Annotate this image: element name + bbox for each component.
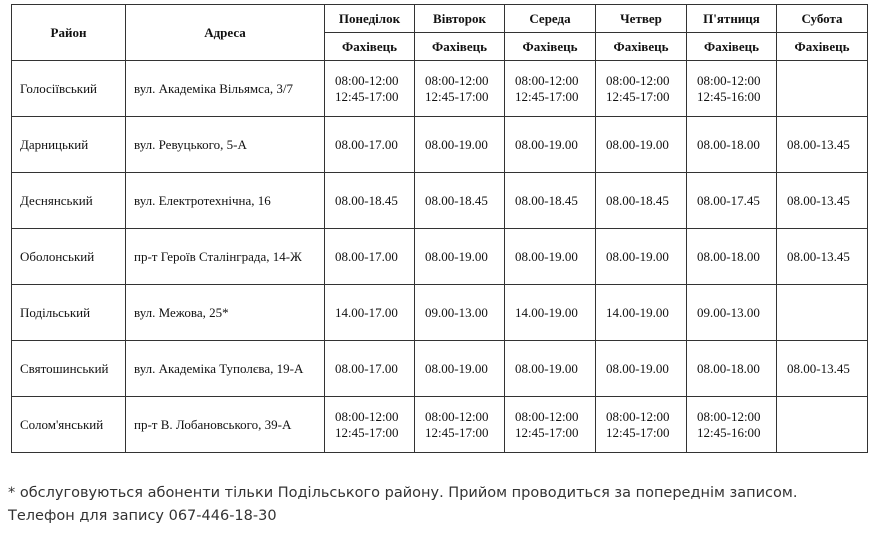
district-cell: Голосіївський [12,61,126,117]
hours-range: 08.00-17.45 [697,192,760,208]
hours-range: 14.00-19.00 [606,304,669,320]
hours-range: 08.00-13.45 [787,136,850,152]
day-header: П'ятниця [687,5,777,33]
hours-range: 08:00-12:00 [697,72,761,88]
hours-range: 09.00-13.00 [425,304,488,320]
hours-range: 08:00-12:00 [606,408,670,424]
hours-range: 12:45-16:00 [697,88,761,104]
hours-cell [415,229,505,285]
hours-cell [777,285,868,341]
hours-range: 14.00-17.00 [335,304,398,320]
hours-cell [325,397,415,453]
hours-range: 08:00-12:00 [515,72,579,88]
hours-cell [596,229,687,285]
hours-range: 08:00-12:00 [515,408,579,424]
hours-range: 12:45-17:00 [606,424,670,440]
address-header: Адреса [126,5,325,61]
hours-cell [777,173,868,229]
hours-cell [505,341,596,397]
table-row [12,61,868,117]
district-cell: Деснянський [12,173,126,229]
specialist-subheader: Фахівець [687,33,777,61]
district-cell: Дарницький [12,117,126,173]
hours-range: 12:45-17:00 [425,424,489,440]
hours-cell [505,117,596,173]
hours-cell [687,61,777,117]
table-row [12,397,868,453]
district-cell: Святошинський [12,341,126,397]
address-cell: пр-т Героїв Сталінграда, 14-Ж [126,229,325,285]
hours-cell [505,61,596,117]
address-cell: вул. Межова, 25* [126,285,325,341]
hours-range: 08.00-19.00 [606,136,669,152]
hours-cell [415,173,505,229]
address-cell: вул. Академіка Туполєва, 19-А [126,341,325,397]
hours-range: 08.00-18.45 [335,192,398,208]
hours-cell [596,341,687,397]
hours-range: 08.00-18.00 [697,360,760,376]
hours-cell [596,397,687,453]
hours-cell [687,117,777,173]
hours-range: 08:00-12:00 [425,408,489,424]
hours-range: 08:00-12:00 [335,72,399,88]
hours-range: 12:45-16:00 [697,424,761,440]
hours-range: 08.00-19.00 [606,248,669,264]
hours-cell [415,397,505,453]
table-row [12,341,868,397]
hours-cell [596,285,687,341]
table-row [12,173,868,229]
specialist-subheader: Фахівець [596,33,687,61]
table-row [12,229,868,285]
address-cell: вул. Ревуцького, 5-А [126,117,325,173]
specialist-subheader: Фахівець [777,33,868,61]
footnote [8,482,868,528]
hours-cell [596,117,687,173]
hours-cell [777,61,868,117]
hours-range: 12:45-17:00 [425,88,489,104]
hours-cell [415,341,505,397]
hours-cell [596,61,687,117]
hours-range: 12:45-17:00 [515,424,579,440]
hours-range: 08.00-17.00 [335,136,398,152]
hours-cell [325,229,415,285]
hours-range: 08.00-19.00 [515,136,578,152]
day-header: Понеділок [325,5,415,33]
table-row [12,117,868,173]
hours-range: 08:00-12:00 [697,408,761,424]
hours-range: 08.00-13.45 [787,192,850,208]
hours-range: 12:45-17:00 [515,88,579,104]
hours-range: 08.00-18.00 [697,136,760,152]
day-header: Четвер [596,5,687,33]
hours-range: 08.00-13.45 [787,248,850,264]
hours-range: 14.00-19.00 [515,304,578,320]
hours-range: 08.00-18.45 [515,192,578,208]
hours-cell [687,285,777,341]
hours-cell [687,341,777,397]
hours-cell [505,397,596,453]
hours-cell [777,341,868,397]
hours-range: 08.00-18.00 [697,248,760,264]
hours-range: 12:45-17:00 [606,88,670,104]
address-cell: вул. Електротехнічна, 16 [126,173,325,229]
hours-cell [687,397,777,453]
footnote-phone: Телефон для запису 067-446-18-30 [8,508,277,524]
footnote-text: * обслуговуються абоненти тільки Подільського району. Прийом проводиться за попереднім записом. [8,485,798,501]
hours-cell [687,173,777,229]
table-row [12,285,868,341]
hours-cell [687,229,777,285]
hours-cell [505,285,596,341]
hours-range: 08.00-19.00 [606,360,669,376]
hours-range: 08.00-18.45 [606,192,669,208]
district-header: Район [12,5,126,61]
hours-cell [325,173,415,229]
hours-cell [415,285,505,341]
hours-range: 08.00-19.00 [425,136,488,152]
schedule-table [11,4,868,453]
schedule-body [12,61,868,453]
hours-cell [325,341,415,397]
specialist-subheader: Фахівець [325,33,415,61]
district-cell: Подільський [12,285,126,341]
hours-range: 08.00-19.00 [425,360,488,376]
hours-cell [777,397,868,453]
district-cell: Оболонський [12,229,126,285]
hours-range: 08.00-19.00 [425,248,488,264]
hours-cell [415,61,505,117]
hours-range: 08.00-17.00 [335,360,398,376]
hours-range: 08.00-19.00 [515,248,578,264]
hours-cell [325,117,415,173]
hours-cell [505,173,596,229]
hours-cell [777,229,868,285]
specialist-subheader: Фахівець [505,33,596,61]
address-cell: вул. Академіка Вільямса, 3/7 [126,61,325,117]
hours-range: 08.00-13.45 [787,360,850,376]
hours-range: 09.00-13.00 [697,304,760,320]
hours-range: 12:45-17:00 [335,424,399,440]
hours-range: 12:45-17:00 [335,88,399,104]
hours-range: 08.00-17.00 [335,248,398,264]
specialist-subheader: Фахівець [415,33,505,61]
hours-cell [596,173,687,229]
header-row [12,5,868,33]
day-header: Вівторок [415,5,505,33]
hours-cell [325,285,415,341]
hours-cell [505,229,596,285]
day-header: Субота [777,5,868,33]
hours-range: 08:00-12:00 [425,72,489,88]
hours-cell [415,117,505,173]
hours-range: 08.00-18.45 [425,192,488,208]
day-header: Середа [505,5,596,33]
hours-range: 08.00-19.00 [515,360,578,376]
address-cell: пр-т В. Лобановського, 39-А [126,397,325,453]
district-cell: Солом'янський [12,397,126,453]
hours-range: 08:00-12:00 [335,408,399,424]
hours-range: 08:00-12:00 [606,72,670,88]
hours-cell [325,61,415,117]
hours-cell [777,117,868,173]
